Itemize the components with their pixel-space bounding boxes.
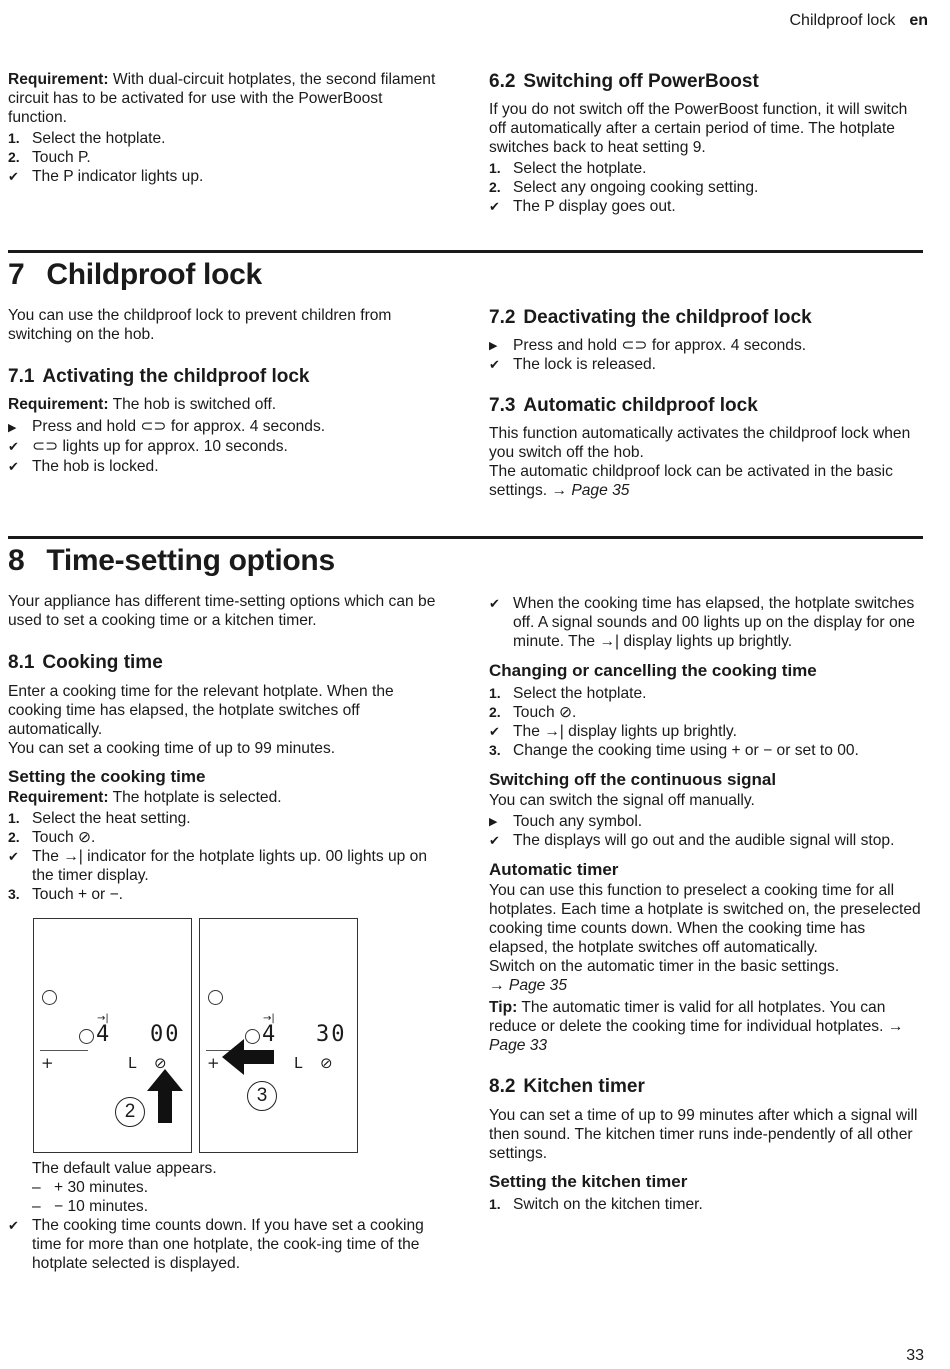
paragraph: You can use the childproof lock to prevent children from switching on the hob. (8, 307, 392, 343)
tip-text: Tip: The automatic timer is valid for all hotplates. You can reduce or delete the cooking time for individual hotplates. → Page 33 (489, 999, 904, 1054)
steps-list (8, 417, 440, 477)
timer-display: 00 (150, 1022, 181, 1047)
paragraph: This function automatically activates the childproof lock when you switch off the hob. (489, 425, 911, 461)
page-number: 33 (906, 1347, 924, 1364)
requirement-text: Requirement: With dual-circuit hotplates, the second filament circuit has to be activated for use with the PowerBoost function. (8, 71, 436, 126)
steps-list (489, 1195, 921, 1214)
chapter-7-right (489, 306, 921, 500)
section-heading: 7.3 Automatic childproof lock (489, 395, 758, 416)
section-heading: 7.2 Deactivating the childproof lock (489, 307, 812, 328)
hotplate-ring-icon (42, 990, 57, 1005)
arrow-left-icon (222, 1039, 274, 1075)
list-item: ▶ Press and hold ⊂⊃ for approx. 4 seconds. (489, 337, 807, 354)
chapter-7-left (8, 306, 440, 477)
cooking-time-after-steps (8, 1159, 440, 1273)
running-header (790, 12, 929, 30)
list-item: 1. Switch on the kitchen timer. (489, 1196, 703, 1213)
timer-indicator-icon: →| (97, 1013, 109, 1024)
plus-icon: + (41, 1054, 54, 1072)
paragraph: You can switch the signal off manually. (489, 792, 755, 809)
paragraph: You can set a time of up to 99 minutes after which a signal will then sound. The kitchen timer runs inde-pendently of all other settings. (489, 1107, 918, 1162)
list-item: 1. Select the hotplate. (489, 685, 647, 702)
arrow-up-icon (147, 1069, 183, 1123)
subsection-heading: Switching off the continuous signal (489, 770, 777, 789)
requirement-text: Requirement: The hotplate is selected. (8, 789, 282, 806)
lock-icon: L (294, 1054, 303, 1072)
paragraph: Enter a cooking time for the relevant hotplate. When the cooking time has elapsed, the hotplate switches off automatically. (8, 683, 394, 738)
list-item: 1. Select the hotplate. (8, 130, 166, 147)
clock-icon: ⊘ (320, 1054, 333, 1072)
timer-indicator-icon: →| (263, 1013, 275, 1024)
callout-number: 3 (247, 1081, 277, 1111)
header-lang: en (909, 12, 928, 29)
steps-list (8, 809, 440, 904)
list-item: ✔ The P display goes out. (489, 198, 676, 215)
list-item: 2. Touch P. (8, 149, 91, 166)
chapter-title-8: 8 Time-setting options (8, 544, 335, 577)
heat-level-display: 4 (96, 1022, 112, 1047)
page-reference: → Page 33 (489, 1018, 904, 1054)
list-item: 3. Touch + or −. (8, 886, 124, 903)
list-item: ✔ The P indicator lights up. (8, 168, 204, 185)
plus-icon: + (207, 1054, 220, 1072)
list-item: – − 10 minutes. (32, 1198, 149, 1215)
slider-line (40, 1050, 88, 1051)
chapter-8-right (489, 594, 921, 1214)
lock-icon: L (128, 1054, 137, 1072)
section-heading: 7.1 Activating the childproof lock (8, 366, 310, 387)
paragraph: The automatic childproof lock can be activated in the basic settings. → Page 35 (489, 463, 893, 499)
list-item: 2. Touch ⊘. (489, 704, 577, 721)
steps-list (489, 159, 921, 216)
section-6-2 (489, 70, 921, 216)
steps-list (489, 812, 921, 850)
subsection-heading: Setting the kitchen timer (489, 1172, 688, 1191)
control-panel-illustration-1 (33, 918, 192, 1153)
list-item: ✔ The lock is released. (489, 356, 657, 373)
chapter-rule (8, 250, 923, 253)
section-heading: 8.2 Kitchen timer (489, 1076, 645, 1097)
list-item: ✔ ⊂⊃ lights up for approx. 10 seconds. (8, 438, 288, 455)
page-reference: → Page 35 (489, 977, 568, 994)
paragraph: You can use this function to preselect a cooking time for all hotplates. Each time a hotplate is switched on, the preselected cooking time counts down. When the cooking time has elapsed, the hotplate switches off automatically. (489, 882, 921, 956)
list-item: ▶ Touch any symbol. (489, 813, 643, 830)
steps-list (489, 594, 921, 651)
list-item: ✔ The →| display lights up brightly. (489, 723, 737, 740)
list-item: 2. Select any ongoing cooking setting. (489, 179, 759, 196)
list-item: 1. Select the heat setting. (8, 810, 191, 827)
subsection-heading: Automatic timer (489, 860, 619, 879)
paragraph: If you do not switch off the PowerBoost function, it will switch off automatically after a certain period of time. The hotplate switches back to heat setting 9. (489, 101, 908, 156)
requirement-text: Requirement: The hob is switched off. (8, 396, 277, 413)
steps-list (8, 1216, 440, 1273)
steps-list (489, 684, 921, 760)
page-reference: → Page 35 (551, 482, 630, 499)
list-item: ✔ The →| indicator for the hotplate lights up. 00 lights up on the timer display. (8, 848, 427, 884)
steps-list (489, 336, 921, 374)
chapter-rule (8, 536, 923, 539)
hotplate-ring-icon (79, 1029, 94, 1044)
control-panel-illustration-2 (199, 918, 358, 1153)
powerboost-steps (8, 129, 440, 186)
paragraph: Switch on the automatic timer in the basic settings. (489, 958, 840, 975)
subsection-heading: Changing or cancelling the cooking time (489, 661, 817, 680)
chapter-title-7: 7 Childproof lock (8, 258, 262, 291)
chapter-8-left (8, 592, 440, 904)
timer-display: 30 (316, 1022, 347, 1047)
hotplate-ring-icon (208, 990, 223, 1005)
paragraph: The default value appears. (32, 1160, 217, 1177)
heat-level-display: 4 (262, 1022, 278, 1047)
list-item: ✔ The displays will go out and the audible signal will stop. (489, 832, 895, 849)
list-item: ✔ The hob is locked. (8, 458, 159, 475)
subsection-heading: Setting the cooking time (8, 767, 206, 786)
list-item: ✔ When the cooking time has elapsed, the hotplate switches off. A signal sounds and 00 lights up on the display for one minute. The →| display lights up brightly. (489, 595, 915, 650)
paragraph: Your appliance has different time-setting options which can be used to set a cooking time or a kitchen timer. (8, 593, 436, 629)
header-section: Childproof lock (789, 12, 896, 29)
callout-number: 2 (115, 1097, 145, 1127)
paragraph: You can set a cooking time of up to 99 minutes. (8, 740, 336, 757)
list-item: ▶ Press and hold ⊂⊃ for approx. 4 seconds. (8, 418, 326, 435)
list-item: 1. Select the hotplate. (489, 160, 647, 177)
list-item: – + 30 minutes. (32, 1179, 149, 1196)
section-heading: 6.2 Switching off PowerBoost (489, 71, 759, 92)
list-item: 3. Change the cooking time using + or − or set to 00. (489, 742, 859, 759)
powerboost-requirement-block (8, 70, 440, 186)
list-item: ✔ The cooking time counts down. If you have set a cooking time for more than one hotplate, the cook-ing time of the hotplate selected is displayed. (8, 1217, 424, 1272)
section-heading: 8.1 Cooking time (8, 652, 163, 673)
list-item: 2. Touch ⊘. (8, 829, 96, 846)
clock-icon: ⊘ (154, 1054, 167, 1072)
